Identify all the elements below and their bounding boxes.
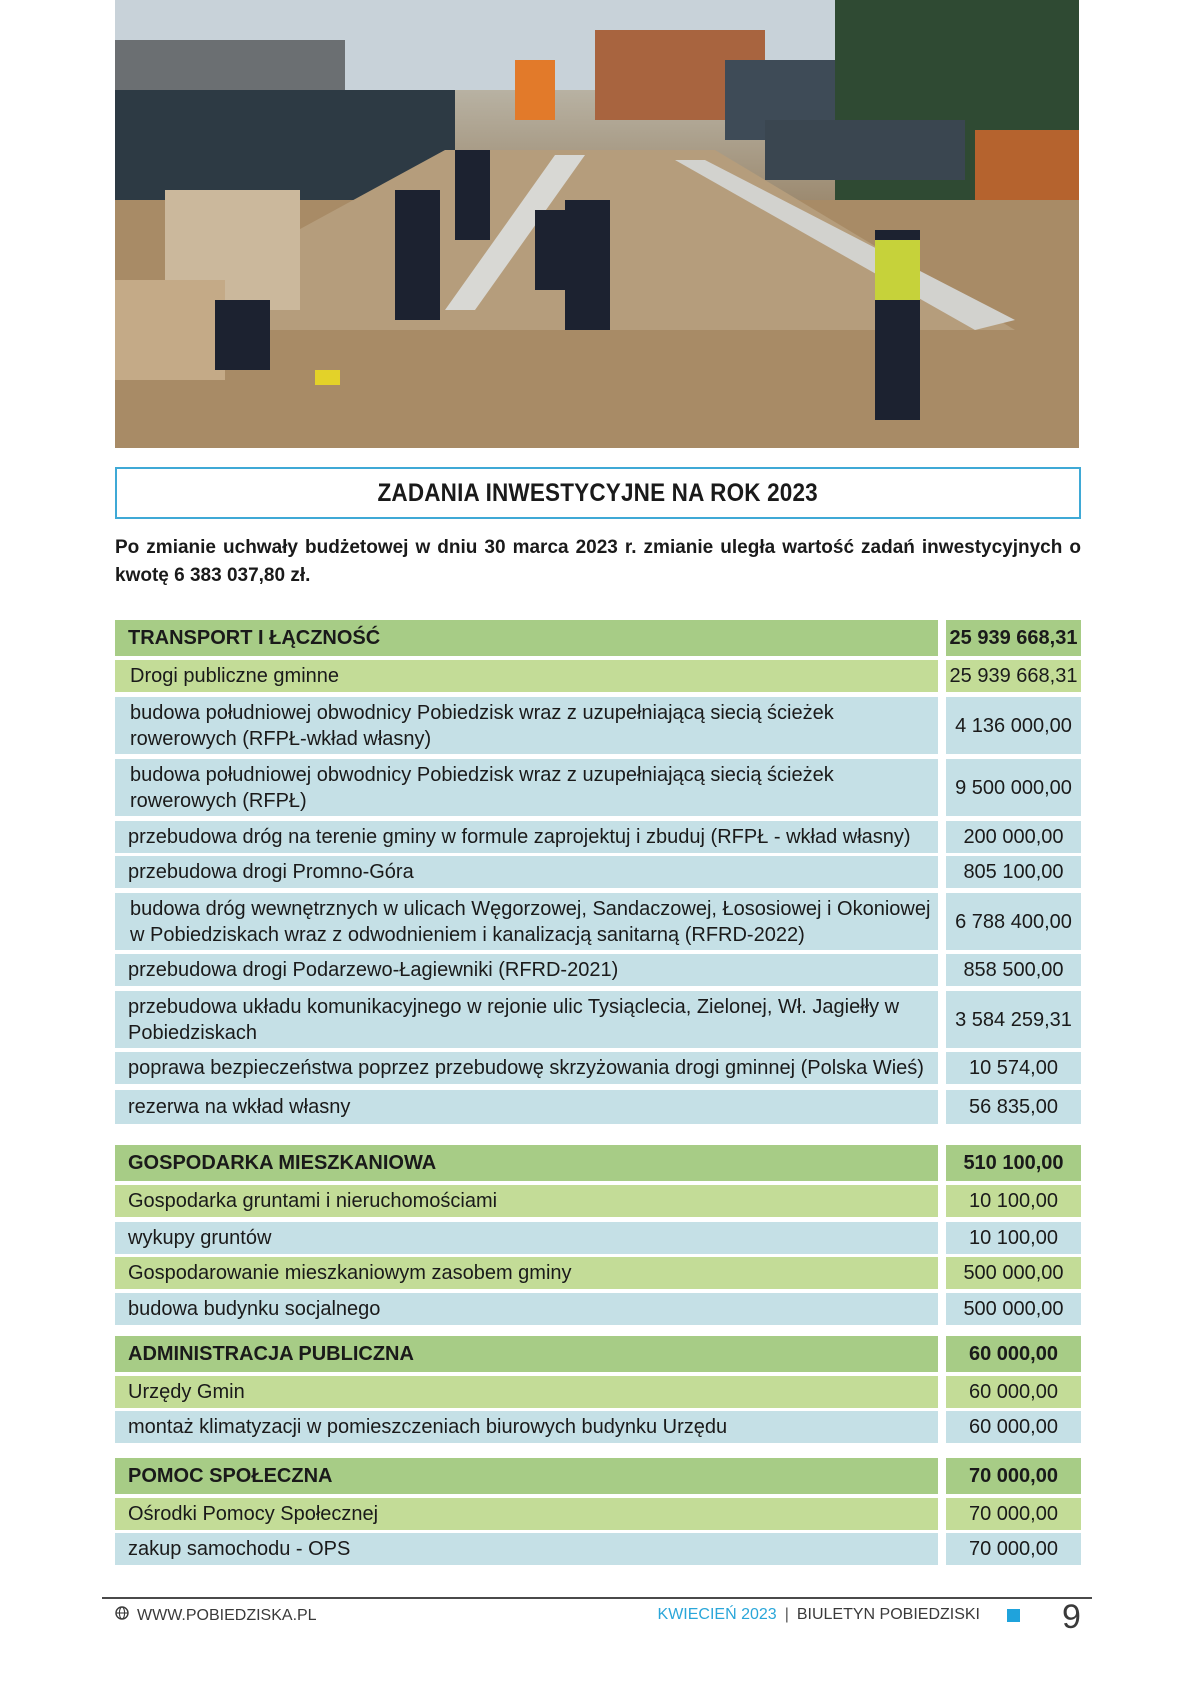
item-label: poprawa bezpieczeństwa poprzez przebudowę skrzyżowania drogi gminnej (Polska Wieś) [115,1052,938,1084]
category-label: ADMINISTRACJA PUBLICZNA [115,1336,938,1372]
page-number: 9 [1062,1598,1081,1636]
item-label: budowa dróg wewnętrznych w ulicach Węgorzowej, Sandaczowej, Łososiowej i Okoniowej w Pobiedziskach wraz z odwodnieniem i kanalizacją sanitarną (RFRD-2022) [115,893,938,950]
category-row-administration [115,1336,1081,1372]
footer-separator: | [784,1606,789,1623]
category-label: GOSPODARKA MIESZKANIOWA [115,1145,938,1181]
item-value: 500 000,00 [946,1293,1081,1325]
category-value: 70 000,00 [946,1458,1081,1494]
category-label: POMOC SPOŁECZNA [115,1458,938,1494]
item-value: 70 000,00 [946,1533,1081,1565]
subcategory-value: 60 000,00 [946,1376,1081,1408]
category-row-social [115,1458,1081,1494]
subcategory-row [115,1498,1081,1530]
subcategory-value: 25 939 668,31 [946,660,1081,692]
item-value: 805 100,00 [946,856,1081,888]
category-row-transport [115,620,1081,656]
item-value: 200 000,00 [946,821,1081,853]
subcategory-row [115,1257,1081,1289]
subcategory-row [115,1185,1081,1217]
item-label: przebudowa drogi Promno-Góra [115,856,938,888]
subcategory-value: 70 000,00 [946,1498,1081,1530]
item-row [115,1052,1081,1084]
subcategory-row [115,1376,1081,1408]
item-row [115,954,1081,986]
magazine-name: BIULETYN POBIEDZISKI [796,1606,980,1623]
item-row [115,821,1081,853]
item-label: wykupy gruntów [115,1222,938,1254]
item-value: 9 500 000,00 [946,759,1081,816]
accent-square-icon [1007,1609,1020,1622]
website-link[interactable]: WWW.POBIEDZISKA.PL [137,1606,317,1624]
item-row [115,1411,1081,1443]
item-value: 3 584 259,31 [946,991,1081,1048]
section-title: ZADANIA INWESTYCYJNE NA ROK 2023 [377,478,819,507]
item-value: 10 574,00 [946,1052,1081,1084]
photo-illustration [115,0,1079,448]
subcategory-label: Urzędy Gmin [115,1376,938,1408]
issue-month: KWIECIEŃ 2023 [657,1606,777,1623]
item-value: 6 788 400,00 [946,893,1081,950]
subcategory-label: Ośrodki Pomocy Społecznej [115,1498,938,1530]
intro-paragraph: Po zmianie uchwały budżetowej w dniu 30 marca 2023 r. zmianie uległa wartość zadań inwestycyjnych o kwotę 6 383 037,80 zł. [115,537,1081,586]
item-label: budowa południowej obwodnicy Pobiedzisk wraz z uzupełniającą siecią ścieżek rowerowych (RFPŁ) [115,759,938,816]
item-row [115,1533,1081,1565]
item-row [115,1222,1081,1254]
category-value: 60 000,00 [946,1336,1081,1372]
footer-website[interactable] [115,1606,317,1625]
item-row [115,856,1081,888]
item-row [115,1293,1081,1325]
item-label: montaż klimatyzacji w pomieszczeniach biurowych budynku Urzędu [115,1411,938,1443]
item-label: przebudowa układu komunikacyjnego w rejonie ulic Tysiąclecia, Zielonej, Wł. Jagiełły w Pobiedziskach [115,991,938,1048]
item-row [115,697,1081,754]
footer-issue [658,1606,980,1624]
item-label: przebudowa drogi Podarzewo-Łagiewniki (RFRD-2021) [115,954,938,986]
globe-icon [115,1606,129,1625]
section-title-box [115,467,1081,519]
item-value: 858 500,00 [946,954,1081,986]
item-label: przebudowa dróg na terenie gminy w formule zaprojektuj i zbuduj (RFPŁ - wkład własny) [115,821,938,853]
category-value: 510 100,00 [946,1145,1081,1181]
subcategory-label: Gospodarowanie mieszkaniowym zasobem gminy [115,1257,938,1289]
subcategory-label: Drogi publiczne gminne [115,660,938,692]
item-row [115,1090,1081,1124]
category-row-housing [115,1145,1081,1181]
subcategory-value: 10 100,00 [946,1185,1081,1217]
item-row [115,893,1081,950]
subcategory-value: 500 000,00 [946,1257,1081,1289]
item-label: budowa budynku socjalnego [115,1293,938,1325]
item-value: 60 000,00 [946,1411,1081,1443]
item-row [115,991,1081,1048]
item-label: budowa południowej obwodnicy Pobiedzisk wraz z uzupełniającą siecią ścieżek rowerowych (RFPŁ-wkład własny) [115,697,938,754]
footer-divider [102,1597,1092,1599]
item-value: 4 136 000,00 [946,697,1081,754]
subcategory-label: Gospodarka gruntami i nieruchomościami [115,1185,938,1217]
subcategory-row [115,660,1081,692]
item-row [115,759,1081,816]
category-value: 25 939 668,31 [946,620,1081,656]
item-value: 10 100,00 [946,1222,1081,1254]
item-label: zakup samochodu - OPS [115,1533,938,1565]
category-label: TRANSPORT I ŁĄCZNOŚĆ [115,620,938,656]
item-value: 56 835,00 [946,1090,1081,1124]
item-label: rezerwa na wkład własny [115,1090,938,1124]
header-photo [115,0,1079,448]
